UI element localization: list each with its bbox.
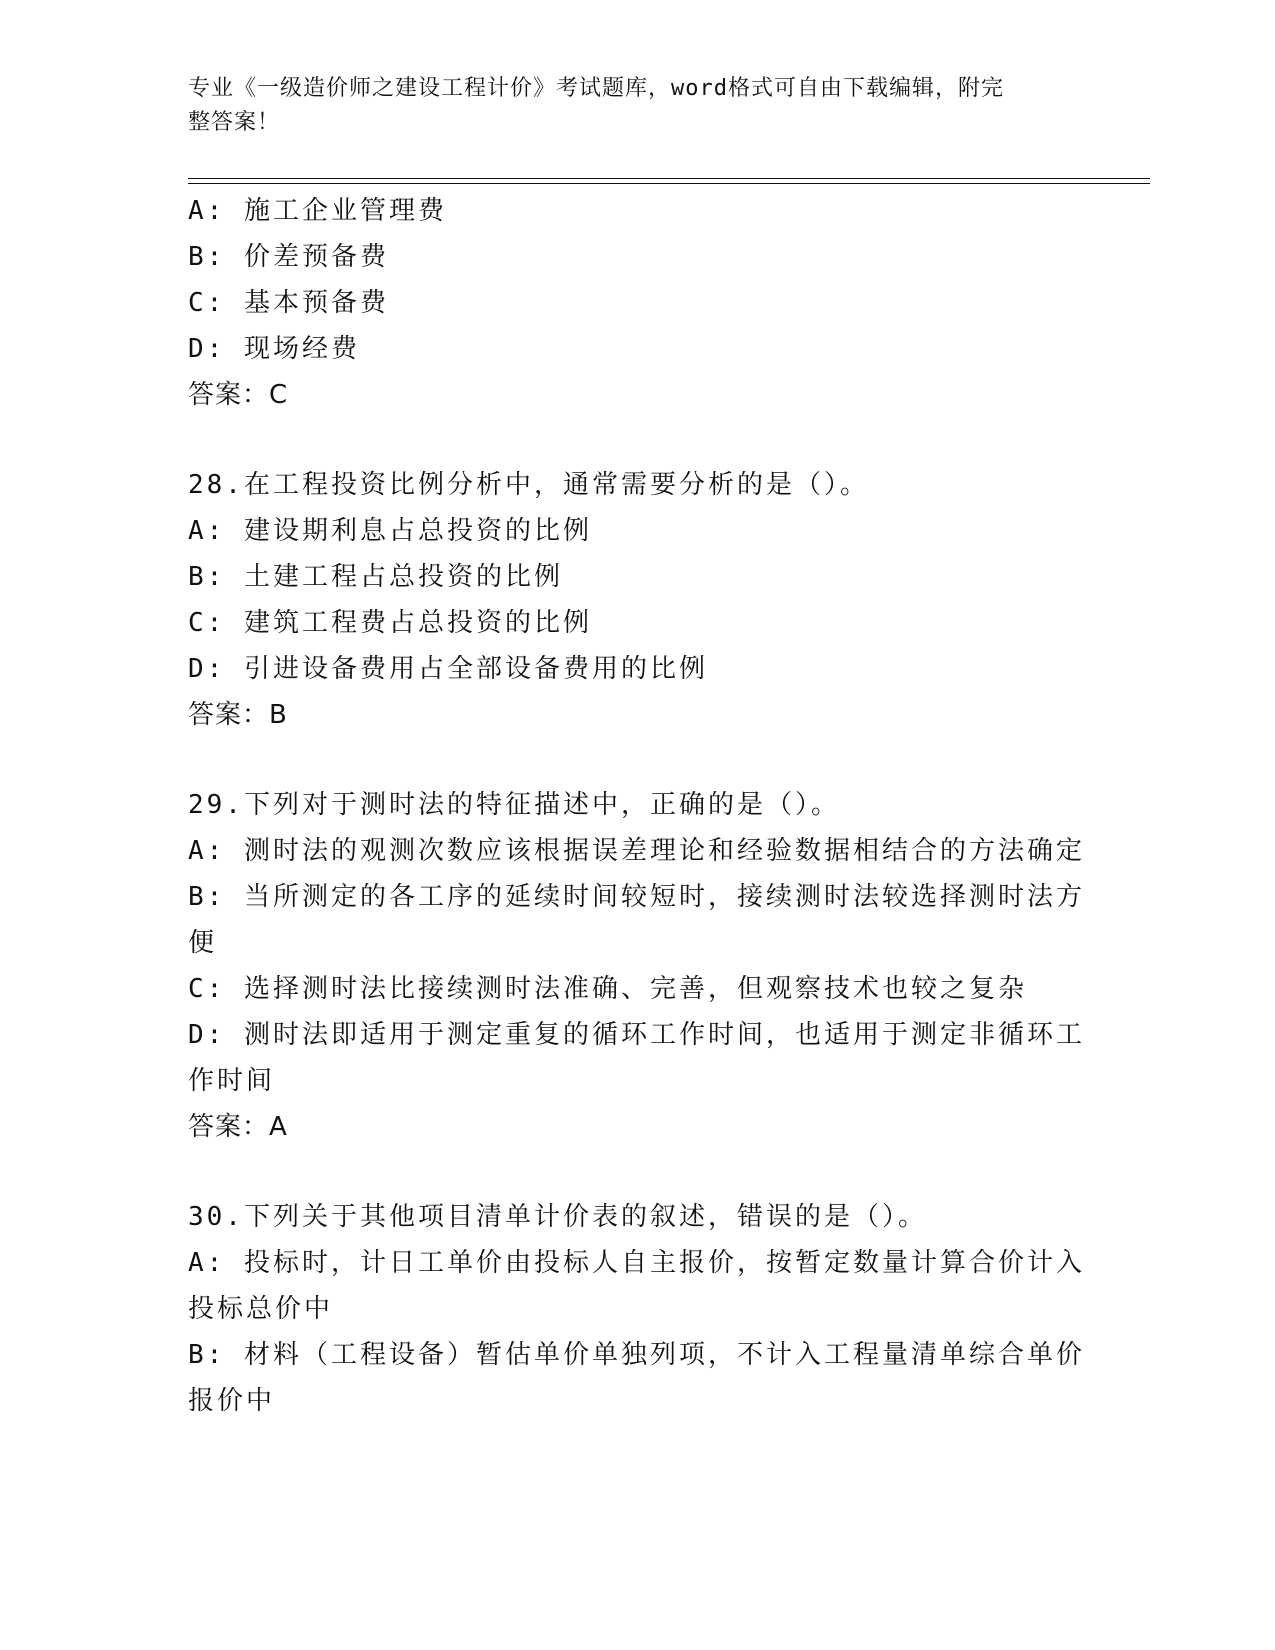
- header-line-1: 专业《一级造价师之建设工程计价》考试题库，word格式可自由下载编辑，附完: [188, 76, 1004, 101]
- option-b: B: 土建工程占总投资的比例: [188, 562, 563, 592]
- question-content: [188, 188, 1088, 1424]
- option-b-line-2: 报价中: [188, 1386, 276, 1416]
- question-stem: 30.下列关于其他项目清单计价表的叙述，错误的是（）。: [188, 1202, 927, 1232]
- question-30: [188, 1194, 1088, 1424]
- answer: 答案：B: [188, 700, 288, 730]
- document-header: [188, 72, 1088, 140]
- question-29: [188, 782, 1088, 1150]
- previous-question: [188, 188, 1088, 418]
- header-rule-top: [188, 178, 1150, 179]
- option-c: C: 建筑工程费占总投资的比例: [188, 608, 592, 638]
- option-c: C: 基本预备费: [188, 288, 389, 318]
- spacer: [188, 418, 1088, 462]
- option-a: A: 测时法的观测次数应该根据误差理论和经验数据相结合的方法确定: [188, 836, 1085, 866]
- option-a: A: 建设期利息占总投资的比例: [188, 516, 592, 546]
- option-d-line-2: 作时间: [188, 1066, 276, 1096]
- option-b-line-2: 便: [188, 928, 218, 958]
- option-a: A: 施工企业管理费: [188, 196, 447, 226]
- option-d-line-1: D: 测时法即适用于测定重复的循环工作时间，也适用于测定非循环工: [188, 1020, 1085, 1050]
- option-b-line-1: B: 当所测定的各工序的延续时间较短时，接续测时法较选择测时法方: [188, 882, 1085, 912]
- option-a-line-1: A: 投标时，计日工单价由投标人自主报价，按暂定数量计算合价计入: [188, 1248, 1085, 1278]
- spacer: [188, 738, 1088, 782]
- header-line-2: 整答案！: [188, 110, 281, 135]
- option-a-line-2: 投标总价中: [188, 1294, 334, 1324]
- answer: 答案：C: [188, 380, 289, 410]
- question-stem: 29.下列对于测时法的特征描述中，正确的是（）。: [188, 790, 840, 820]
- option-b: B: 价差预备费: [188, 242, 389, 272]
- spacer: [188, 1150, 1088, 1194]
- option-c: C: 选择测时法比接续测时法准确、完善，但观察技术也较之复杂: [188, 974, 1027, 1004]
- option-d: D: 现场经费: [188, 334, 360, 364]
- question-stem: 28.在工程投资比例分析中，通常需要分析的是（）。: [188, 470, 869, 500]
- option-d: D: 引进设备费用占全部设备费用的比例: [188, 654, 708, 684]
- option-b-line-1: B: 材料（工程设备）暂估单价单独列项，不计入工程量清单综合单价: [188, 1340, 1085, 1370]
- question-28: [188, 462, 1088, 738]
- header-rule-bottom: [188, 183, 1150, 184]
- answer: 答案：A: [188, 1112, 288, 1142]
